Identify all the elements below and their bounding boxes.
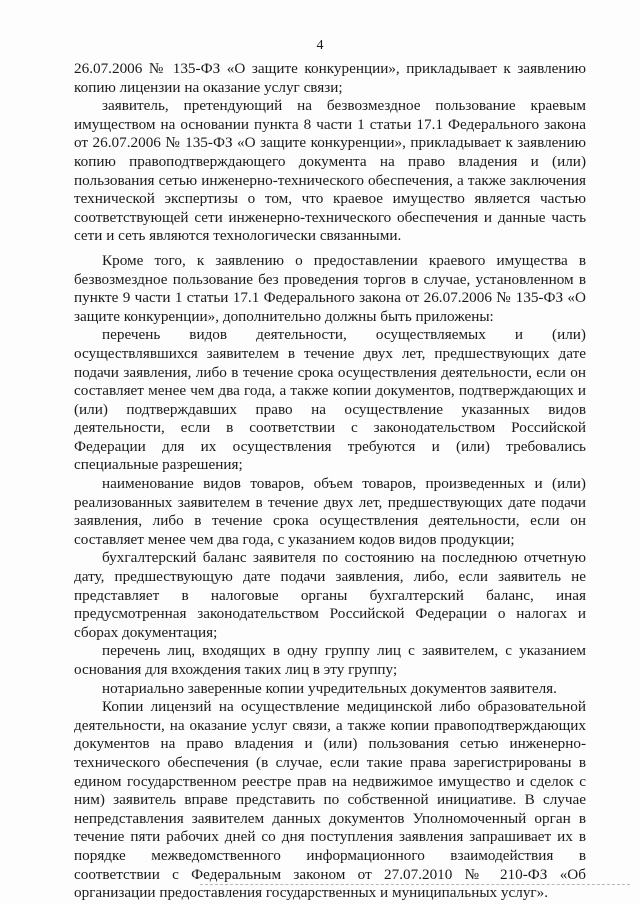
- paragraph-licenses-copies: Копии лицензий на осуществление медицинской либо образовательной деятельности, на оказание услуг связи, а также копии правоподтверждающих документов на право владения и (или) пользования сетью инженерно-технического обеспечения (в случае, если такие права зарегистрированы в едином государственном реестре прав на недвижимое имущество и сделок с ним) заявитель вправе представить по собственной инициативе. В случае непредставления заявителем данных документов Уполномоченный орган в течение пяти рабочих дней со дня поступления заявления запрашивает их в порядке межведомственного информационного взаимодействия в соответствии с Федеральным законом от 27.07.2010 № 210-ФЗ «Об организации предоставления государственных и муниципальных услуг».: [74, 698, 586, 902]
- footer-divider: [200, 884, 630, 885]
- paragraph-item-goods: наименование видов товаров, объем товаров, произведенных и (или) реализованных заявителем в течение двух лет, предшествующих дате подачи заявления, либо в течение срока осуществления деятельности, если он составляет менее чем два года, с указанием кодов видов продукции;: [74, 475, 586, 548]
- paragraph-item-notarized-copies: нотариально заверенные копии учредительных документов заявителя.: [102, 679, 557, 697]
- paragraph-additional-docs: Кроме того, к заявлению о предоставлении краевого имущества в безвозмездное пользование без проведения торгов в случае, установленном в пункте 9 части 1 статьи 17.1 Федерального закона от 26.07.2006 № 135-ФЗ «О защите конкуренции», дополнительно должны быть приложены:: [74, 251, 586, 325]
- paragraph-item-applicant-8: заявитель, претендующий на безвозмездное пользование краевым имуществом на основании пункта 8 части 1 статьи 17.1 Федерального закона от 26.07.2006 № 135-ФЗ «О защите конкуренции», прикладывает к заявлению копию правоподтверждающего документа на право владения и (или) пользования сетью инженерно-технического обеспечения, а также заключения технической экспертизы о том, что краевое имущество является частью соответствующей сети инженерно-технического обеспечения и данные часть сети и сеть являются технологически связанными.: [74, 97, 586, 245]
- paragraph-item-group-persons: перечень лиц, входящих в одну группу лиц с заявителем, с указанием основания для вхождения таких лиц в эту группу;: [74, 642, 586, 678]
- paragraph-item-activity-list: перечень видов деятельности, осуществляемых и (или) осуществлявшихся заявителем в течение двух лет, предшествующих дате подачи заявления, либо в течение срока осуществления деятельности, если он составляет менее чем два года, а также копии документов, подтверждающих и (или) подтверждавших право на осуществление указанных видов деятельности, если в соответствии с законодательством Российской Федерации для их осуществления требуются и (или) требовались специальные разрешения;: [74, 326, 586, 474]
- paragraph-continuation: 26.07.2006 № 135-ФЗ «О защите конкуренции», прикладывает к заявлению копию лицензии на оказание услуг связи;: [74, 60, 586, 96]
- paragraph-item-balance: бухгалтерский баланс заявителя по состоянию на последнюю отчетную дату, предшествующую дате подачи заявления, либо, если заявитель не представляет в налоговые органы бухгалтерский баланс, иная предусмотренная законодательством Российской Федерации о налогах и сборах документация;: [74, 549, 586, 641]
- page-number: 4: [316, 38, 324, 53]
- document-body: [74, 60, 586, 903]
